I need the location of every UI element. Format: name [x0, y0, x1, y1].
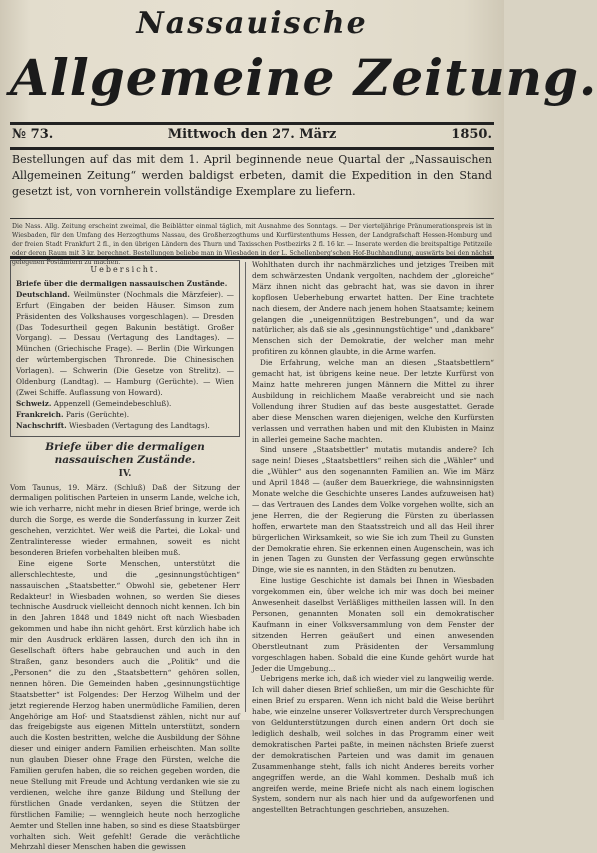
toc-item: [16, 421, 234, 432]
article-paragraph: Die Erfahrung, welche man an diesen „Staatsbettlern“ gemacht hat, ist übrigens keine neue. Der letzte Kurfürst von Mainz hatte mehreren jungen Männern die Mittel zu ihrer Ausbildung in reichlichem Maaße verabreicht und sie nach Vollendung ihrer Studien auf das beste ausgestattet. Gerade aber diese Menschen waren diejenigen, welche den Kurfürsten verlassen und verrathen haben und mit den Klubisten in Mainz in allerlei gemeine Sache machten.: [252, 358, 494, 444]
toc-item: [16, 410, 234, 421]
toc-item-label: Briefe über die dermaligen nassauischen Zustände.: [16, 278, 228, 288]
toc-heading: Uebersicht.: [90, 265, 160, 274]
toc-item-text: Wiesbaden (Vertagung des Landtags).: [69, 420, 210, 430]
left-column: [10, 260, 240, 853]
masthead-title: Allgemeine Zeitung.: [10, 48, 597, 107]
toc-item: [16, 290, 234, 399]
dateline: [12, 127, 492, 147]
toc-item-label: Frankreich.: [16, 409, 64, 419]
right-column: [252, 260, 494, 816]
issue-year: 1850.: [451, 127, 492, 142]
subscription-notice: Bestellungen auf das mit dem 1. April beginnende neue Quartal der „Nassauischen Allgemeinen Zeitung“ werden baldigst erbeten, damit die Expedition in den Stand gesetzt ist, von vornherein vollständige Exemplare zu liefern.: [12, 153, 492, 198]
article-paragraph: Vom Taunus, 19. März. (Schluß) Daß der Sitzung der dermaligen politischen Parteien in unserm Lande, welche ich, wie ich verharre, nicht mehr in diesen Brief bringe, werde ich durch die Sorge, es werde die Sonderfassung in kurzer Zeit geschehen, verzichtet. Wer weiß die Partei, die Lokal- und Zentralinteresse wieder ermahnen, soweit es nicht besonderen Briefen vorbehalten bleiben muß.: [10, 482, 240, 557]
toc-item-text: Appenzell (Gemeindebeschluß).: [53, 398, 172, 408]
toc-item: [16, 399, 234, 410]
masthead-kicker: Nassauische: [136, 6, 368, 41]
article-paragraph: Uebrigens merke ich, daß ich wieder viel zu langweilig werde. Ich will daher diesen Brief schließen, um mir die Geschichte für einen Brief zu ersparen. Wenn ich nicht bald die Weise berührt habe, wie einzelne unserer Volksvertreter durch Versprechungen von Geldunterstützungen durch einen andern Ort doch sie lediglich deshalb, weil solches in das Programm einer weit demokratischen Partei paßte, in meinen nächsten Briefe zuerst der demokratischen Parteien und was damit im genauen Zusammenhange steht, falls ich nicht Anderes bereits vorher angegriffen werde, an die Wahl kommen. Deshalb muß ich angreifen werde, meine Briefe nicht als nach einem logischen System, sondern nur als nach hier und da aufgeworfenen und angestellten Betrachtungen geschrieben, ansuzehen.: [252, 674, 494, 815]
masthead-rule-top: [10, 122, 494, 125]
toc-item-label: Deutschland.: [16, 289, 70, 299]
article-paragraph: Eine lustige Geschichte ist damals bei Ihnen in Wiesbaden vorgekommen ein, über welche ich mir was doch bei meiner Anwesenheit daselbst Verläßliges mittheilen lassen will. In den Personen, genannten Monaten soll ein demokratischer Kaufmann in einer Volksversammlung von dem Fenster der sitzenden Herren geäußert und einen anwesenden Oberstleutnant zum Präsidenten der Versammlung vorgeschlagen haben. Sobald die eine Kunde gehört wurde hat Jeder die Umgebung...: [252, 576, 494, 673]
toc-item: [16, 279, 234, 290]
masthead-rule-bottom: [10, 147, 494, 150]
toc-item-label: Schweiz.: [16, 398, 52, 408]
table-of-contents: [10, 260, 240, 437]
article-title: Briefe über die dermaligen nassauischen Zustände.: [45, 440, 205, 466]
subscription-info: Die Nass. Allg. Zeitung erscheint zweimal, die Beiblätter einmal täglich, mit Ausnahme des Sonntags. — Der vierteljährige Pränumerationspreis ist in Wiesbaden, für den Umfang des Herzogthums Nassau, des Großherzogthums und Kurfürstenthums Hessen, der Landgrafschaft Hessen-Homburg und der freien Stadt Frankfurt 2 fl., in den übrigen Ländern des Thurn und Taxisschen Postbezirks 2 fl. 16 kr. — Inserate werden die breitspaltige Petitzeile oder deren Raum mit 3 kr. berechnet. Bestellungen beliebe man in Wiesbaden in der L. Schellenberg'schen Hof-Buchhandlung, auswärts bei den nächst gelegenen Postämtern zu machen.: [12, 223, 492, 266]
toc-item-label: Nachschrift.: [16, 420, 67, 430]
notice-rule: [10, 218, 494, 219]
column-separator: [245, 262, 246, 712]
article-part: IV.: [118, 468, 132, 479]
toc-item-text: Paris (Gerüchte).: [65, 409, 130, 419]
issue-number: № 73.: [12, 127, 54, 142]
article-paragraph: Eine eigene Sorte Menschen, unterstützt die allerschlechteste, und die „gesinnungstüchtigen“ nassauischen „Staatsbetter.“ Obwohl sie, gebetener Herr Redakteur! in Wiesbaden wohnen, so werden Sie dieses technische Ausdruck vielleicht dennoch nicht kennen. Ich bin in den Jahren 1848 und 1849 nicht oft nach Wiesbaden gekommen und habe ihn nicht gehört. Erst kürzlich habe ich mir den Ausdruck erklären lassen, durch den ich ihn in Gesellschaft öfters habe gebrauchen und auch in den Straßen, ganz besonders auch die „Politik“ und die „Personen“ die zu den „Staatsbettern“ gehören sollen, nennen hören. Die Gemeinden haben „gesinnungstüchtige Staatsbetter“ ist Folgendes: Der Herzog Wilhelm und der jetzt regierende Herzog haben unermüdliche Familien, deren Angehörige am Hof- und Staatsdienst zählen, nicht nur auf das freigebigste aus eigenen Mitteln unterstützt, sondern auch die Kosten bestritten, welche die Ausbildung der Söhne dieser und einiger andern Familien erheischten. Man sollte nun glauben Dieser ohne Frage den Fürsten, welche die Familien gerufen haben, die so reichen gegeben worden, die neue Stellung mit Freude und Achtung verdanken wie sie zu verdienen, welche ihre ganze Bildung und Stellung der fürstlichen Gnade verdanken, seyen die Stützen der fürstlichen Familie; — wenngleich heute noch herzogliche Aemter und Stellen inne haben, so sind es diese Staatsbürger vorhalten sich. Weit gefehlt! Gerade die verächtliche Mehrzahl dieser Menschen haben die gewissen: [10, 558, 240, 852]
article-paragraph: Sind unsere „Staatsbettler“ mutatis mutandis andere? Ich sage nein! Dieses „Staatsbettlers“ reihen sich die „Wähler“ und die „Wühler“ aus den sogenannten Familien an. Wie im März und April 1848 — (außer dem Bauerkriege, die wahnsinnigsten Monate welche die Geschichte unseres Landes aufzuweisen hat) — das Vertrauen des Landes dem Volke vorgehen wollte, sich an jene Herren, die der Regierung die Fürsten zu überlassen hoffen, erwartete man den Staatsstreich und all das Heil ihrer bürgerlichen Wirksamkeit, so wie Sie ich zum Theil zu Gunsten der Demokratie ehren. Sie erkennen einen Augenschein, was ich in jenen Tagen zu Gunsten der Verfassung gegen erwünschte Dinge, wie sie es nannten, in den Städten zu benutzen.: [252, 445, 494, 575]
toc-item-text: Weilmünster (Nochmals die Märzfeier). — Erfurt (Eingaben der beiden Häuser. Simson zum Präsidenten des Volkshauses vorgeschlagen). — Dresden (Das Todesurtheil gegen Bakunin bestätigt. Großer Vorgang). — Dessau (Vertagung des Landtages). — München (Griechische Frage). — Berlin (Die Wirkungen der würtembergischen Thronrede. Die Chinesischen Vorlagen). — Schwerin (Die Gesetze von Strelitz). — Oldenburg (Landtag). — Hamburg (Gerüchte). — Wien (Zwei Schiffe. Auflassung von Howard).: [16, 289, 234, 397]
article-paragraph: Wohlthaten durch ihr nachmärzliches und jetziges Treiben mit dem schwärzesten Undank vergolten, nachdem der „gloreiche“ März ihnen nicht das gebracht hat, was sie davon in ihrer kopflosen Ueberhebung erwartet hatten. Der Eine trachtete nach diesem, der Andere nach jenem hohen Staatsamte; keinem gelangen die „uneigennützigen Bestrebungen“, und da war natürlicher, als daß sie als „gesinnungstüchtige“ und „dankbare“ Menschen sich der Demokratie, der welcher man mehr profitiren zu können glaubte, in die Arme warfen.: [252, 260, 494, 357]
columns-rule: [10, 256, 494, 259]
issue-date: Mittwoch den 27. März: [167, 127, 337, 142]
